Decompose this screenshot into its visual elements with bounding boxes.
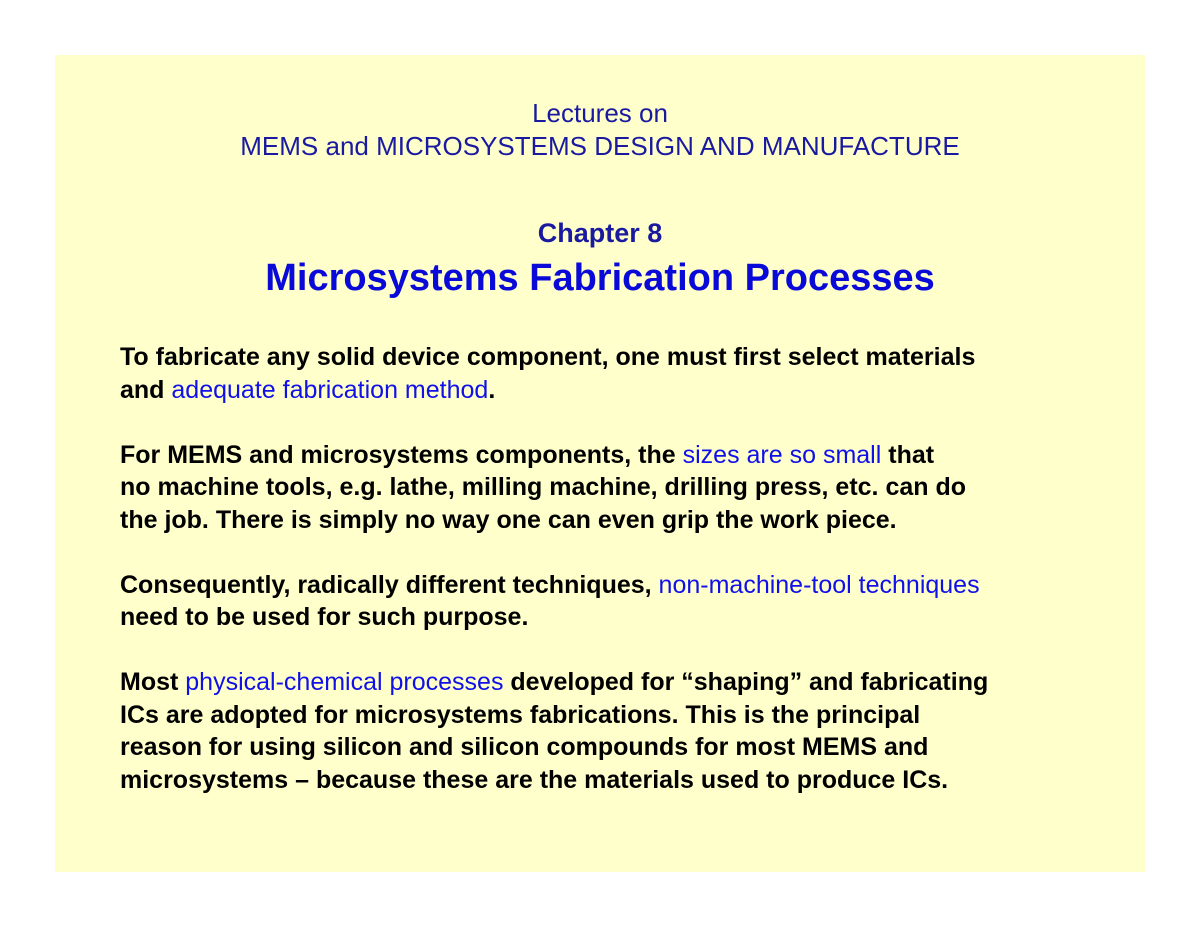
p2-line-1: For MEMS and microsystems components, the sizes are so small that — [120, 440, 935, 469]
paragraph-1 — [120, 341, 1130, 406]
p1-line-2: and adequate fabrication method. — [120, 375, 496, 404]
highlight-non-machine-tool: non-machine-tool techniques — [658, 570, 980, 599]
p2-line-2: no machine tools, e.g. lathe, milling machine, drilling press, etc. can do — [120, 473, 967, 501]
lectures-heading: Lectures on — [532, 98, 668, 128]
paragraph-2 — [120, 439, 1130, 537]
p4-line-2: ICs are adopted for microsystems fabrications. This is the principal — [120, 700, 921, 729]
chapter-title: Microsystems Fabrication Processes — [265, 257, 935, 299]
p2-line-3: the job. There is simply no way one can even grip the work piece. — [120, 505, 897, 534]
p4-line-4: microsystems – because these are the materials used to produce ICs. — [120, 765, 949, 794]
body-text — [120, 341, 1130, 796]
slide — [55, 55, 1145, 872]
highlight-adequate-method: adequate fabrication method — [171, 375, 489, 404]
chapter-label: Chapter 8 — [537, 218, 663, 248]
highlight-sizes-small: sizes are so small — [682, 440, 882, 469]
paragraph-3 — [120, 569, 1130, 634]
paragraph-4 — [120, 666, 1130, 796]
highlight-physical-chemical: physical-chemical processes — [185, 668, 504, 696]
course-heading: MEMS and MICROSYSTEMS DESIGN AND MANUFACTURE — [240, 131, 960, 161]
p3-line-1: Consequently, radically different techniques, non-machine-tool techniques — [120, 570, 980, 599]
p3-line-2: need to be used for such purpose. — [120, 603, 529, 631]
p4-line-1: Most physical-chemical processes developed for “shaping” and fabricating — [120, 668, 989, 696]
p1-line-1: To fabricate any solid device component, one must first select materials — [120, 343, 976, 371]
p4-line-3: reason for using silicon and silicon compounds for most MEMS and — [120, 733, 929, 761]
